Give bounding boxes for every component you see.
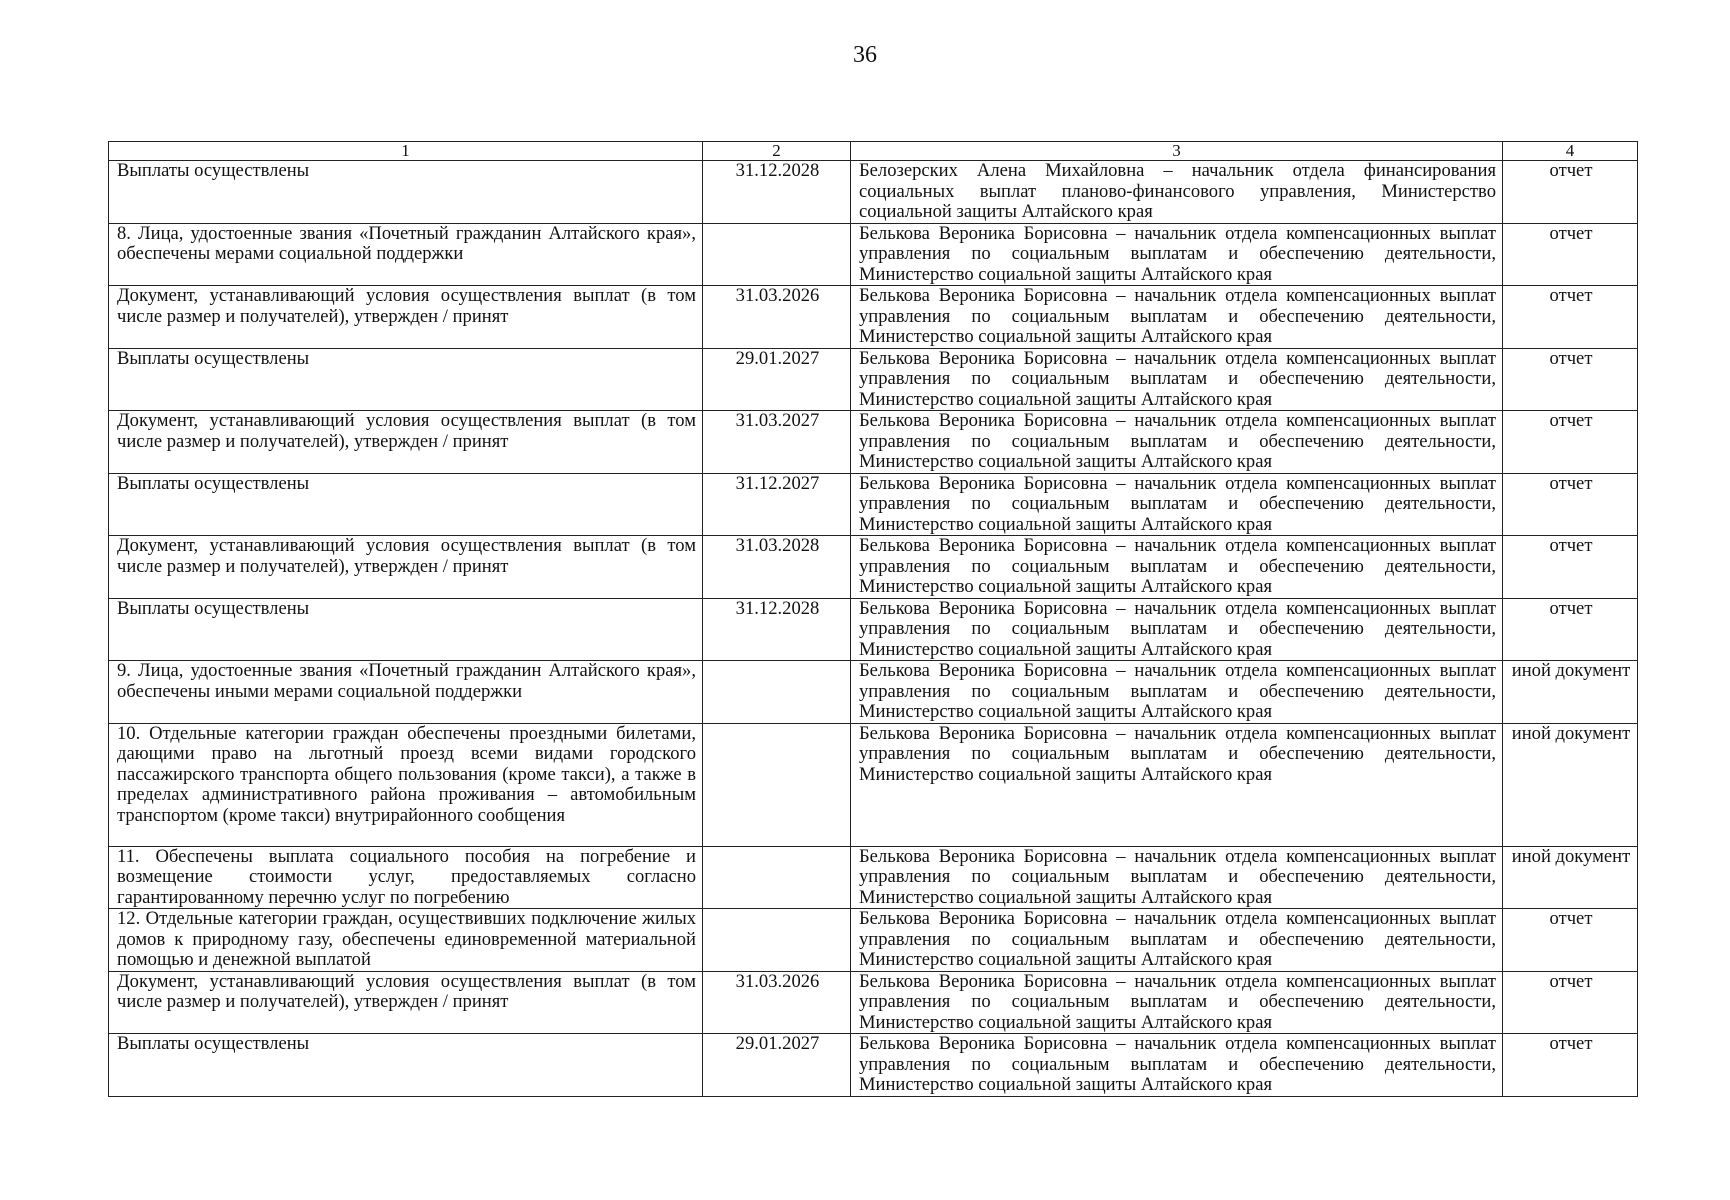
row-responsible-cell: Белькова Вероника Борисовна – начальник отдела компенсационных выплат управления по социальным выплатам и обеспечению деятельности, Министерство социальной защиты Алтайского края [851,473,1503,536]
row-document-type-cell: отчет [1503,1034,1638,1097]
row-date-cell: 29.01.2027 [703,348,851,411]
row-task-cell: Документ, устанавливающий условия осуществления выплат (в том числе размер и получателей), утвержден / принят [109,971,703,1034]
table-row [109,223,1638,286]
row-date-cell: 29.01.2027 [703,1034,851,1097]
row-task-cell: Выплаты осуществлены [109,473,703,536]
row-responsible-cell: Белькова Вероника Борисовна – начальник отдела компенсационных выплат управления по социальным выплатам и обеспечению деятельности, Министерство социальной защиты Алтайского края [851,348,1503,411]
row-document-type-cell: отчет [1503,473,1638,536]
row-document-type-cell: иной документ [1503,661,1638,724]
row-document-type-cell: отчет [1503,161,1638,224]
row-responsible-cell: Белькова Вероника Борисовна – начальник отдела компенсационных выплат управления по социальным выплатам и обеспечению деятельности, Министерство социальной защиты Алтайского края [851,723,1503,846]
row-task-cell: Выплаты осуществлены [109,348,703,411]
row-task-cell: Выплаты осуществлены [109,1034,703,1097]
table-row [109,286,1638,349]
row-document-type-cell: отчет [1503,536,1638,599]
row-document-type-cell: отчет [1503,348,1638,411]
page-number: 36 [853,42,877,68]
row-responsible-cell: Белькова Вероника Борисовна – начальник отдела компенсационных выплат управления по социальным выплатам и обеспечению деятельности, Министерство социальной защиты Алтайского края [851,846,1503,909]
header-cell-1: 1 [109,142,703,161]
row-date-cell: 31.12.2028 [703,598,851,661]
row-document-type-cell: отчет [1503,598,1638,661]
table-row [109,348,1638,411]
header-cell-3: 3 [851,142,1503,161]
row-responsible-cell: Белькова Вероника Борисовна – начальник отдела компенсационных выплат управления по социальным выплатам и обеспечению деятельности, Министерство социальной защиты Алтайского края [851,971,1503,1034]
row-task-cell: 9. Лица, удостоенные звания «Почетный гражданин Алтайского края», обеспечены иными мерами социальной поддержки [109,661,703,724]
table-row [109,411,1638,474]
row-responsible-cell: Белькова Вероника Борисовна – начальник отдела компенсационных выплат управления по социальным выплатам и обеспечению деятельности, Министерство социальной защиты Алтайского края [851,536,1503,599]
header-cell-4: 4 [1503,142,1638,161]
row-date-cell: 31.03.2027 [703,411,851,474]
row-responsible-cell: Белькова Вероника Борисовна – начальник отдела компенсационных выплат управления по социальным выплатам и обеспечению деятельности, Министерство социальной защиты Алтайского края [851,1034,1503,1097]
table-row [109,846,1638,909]
row-document-type-cell: отчет [1503,411,1638,474]
row-date-cell [703,909,851,972]
table-row [109,536,1638,599]
row-task-cell: Выплаты осуществлены [109,598,703,661]
row-document-type-cell: отчет [1503,286,1638,349]
row-responsible-cell: Белозерских Алена Михайловна – начальник отдела финансирования социальных выплат планово-финансового управления, Министерство социальной защиты Алтайского края [851,161,1503,224]
row-date-cell [703,661,851,724]
row-document-type-cell: отчет [1503,223,1638,286]
row-document-type-cell: отчет [1503,909,1638,972]
row-date-cell: 31.12.2028 [703,161,851,224]
row-task-cell: 10. Отдельные категории граждан обеспечены проездными билетами, дающими право на льготный проезд всеми видами городского пассажирского транспорта общего пользования (кроме такси), а также в пределах административного района проживания – автомобильным транспортом (кроме такси) внутрирайонного сообщения [109,723,703,846]
table-row [109,598,1638,661]
row-responsible-cell: Белькова Вероника Борисовна – начальник отдела компенсационных выплат управления по социальным выплатам и обеспечению деятельности, Министерство социальной защиты Алтайского края [851,223,1503,286]
row-responsible-cell: Белькова Вероника Борисовна – начальник отдела компенсационных выплат управления по социальным выплатам и обеспечению деятельности, Министерство социальной защиты Алтайского края [851,661,1503,724]
row-date-cell: 31.03.2026 [703,971,851,1034]
table-row [109,723,1638,846]
row-document-type-cell: иной документ [1503,846,1638,909]
row-responsible-cell: Белькова Вероника Борисовна – начальник отдела компенсационных выплат управления по социальным выплатам и обеспечению деятельности, Министерство социальной защиты Алтайского края [851,411,1503,474]
row-document-type-cell: иной документ [1503,723,1638,846]
row-responsible-cell: Белькова Вероника Борисовна – начальник отдела компенсационных выплат управления по социальным выплатам и обеспечению деятельности, Министерство социальной защиты Алтайского края [851,598,1503,661]
row-date-cell: 31.12.2027 [703,473,851,536]
row-date-cell [703,223,851,286]
row-responsible-cell: Белькова Вероника Борисовна – начальник отдела компенсационных выплат управления по социальным выплатам и обеспечению деятельности, Министерство социальной защиты Алтайского края [851,909,1503,972]
row-document-type-cell: отчет [1503,971,1638,1034]
row-date-cell [703,846,851,909]
row-task-cell: Документ, устанавливающий условия осуществления выплат (в том числе размер и получателей), утвержден / принят [109,536,703,599]
row-date-cell: 31.03.2028 [703,536,851,599]
results-table [108,141,1638,1097]
header-cell-2: 2 [703,142,851,161]
row-date-cell: 31.03.2026 [703,286,851,349]
row-task-cell: 8. Лица, удостоенные звания «Почетный гражданин Алтайского края», обеспечены мерами социальной поддержки [109,223,703,286]
table-row [109,1034,1638,1097]
table-row [109,161,1638,224]
table-row [109,473,1638,536]
row-task-cell: 12. Отдельные категории граждан, осуществивших подключение жилых домов к природному газу, обеспечены единовременной материальной помощью и денежной выплатой [109,909,703,972]
row-date-cell [703,723,851,846]
table-header-row [109,142,1638,161]
row-task-cell: Выплаты осуществлены [109,161,703,224]
table-row [109,661,1638,724]
table-row [109,909,1638,972]
table-row [109,971,1638,1034]
row-task-cell: 11. Обеспечены выплата социального пособия на погребение и возмещение стоимости услуг, предоставляемых согласно гарантированному перечню услуг по погребению [109,846,703,909]
row-responsible-cell: Белькова Вероника Борисовна – начальник отдела компенсационных выплат управления по социальным выплатам и обеспечению деятельности, Министерство социальной защиты Алтайского края [851,286,1503,349]
row-task-cell: Документ, устанавливающий условия осуществления выплат (в том числе размер и получателей), утвержден / принят [109,411,703,474]
row-task-cell: Документ, устанавливающий условия осуществления выплат (в том числе размер и получателей), утвержден / принят [109,286,703,349]
